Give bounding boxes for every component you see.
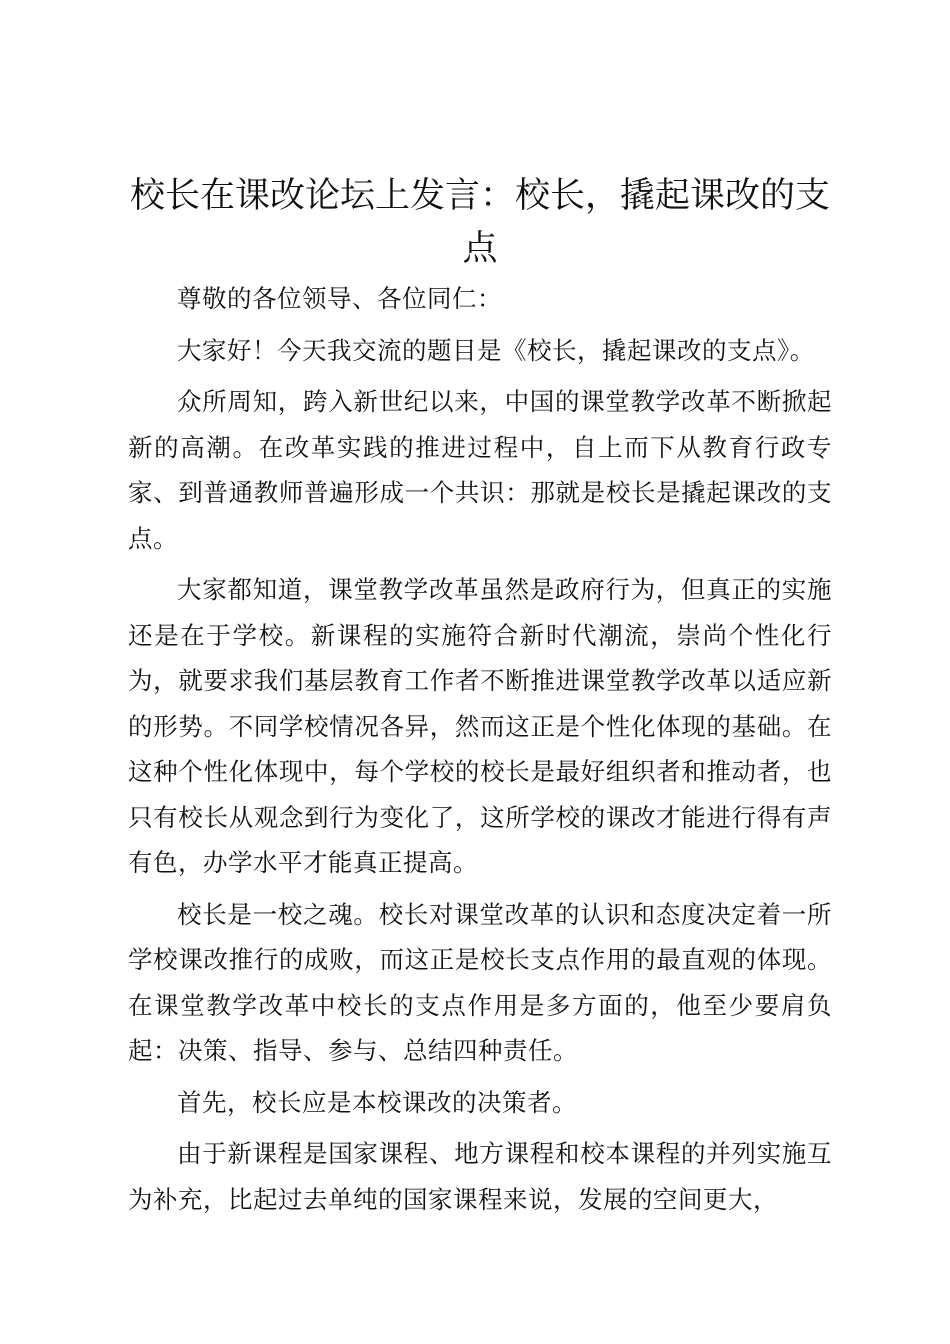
- paragraph-first-point: 首先，校长应是本校课改的决策者。: [177, 1087, 577, 1117]
- paragraph-background: 大家都知道，课堂教学改革虽然是政府行为，但真正的实施还是在于学校。新课程的实施符合新时代潮流，崇尚个性化行为，就要求我们基层教育工作者不断推进课堂教学改革以适应新的形势。不同学校情况各异，然而这正是个性化体现的基础。在这种个性化体现中，每个学校的校长是最好组织者和推动者，也只有校长从观念到行为变化了，这所学校的课改才能进行得有声有色，办学水平才能真正提高。: [128, 575, 832, 877]
- document-title: 校长在课改论坛上发言：校长，撬起课改的支点: [129, 176, 830, 269]
- paragraph-greeting: 大家好！今天我交流的题目是《校长，撬起课改的支点》。: [177, 335, 815, 365]
- paragraph-principal-role: 校长是一校之魂。校长对课堂改革的认识和态度决定着一所学校课改推行的成败，而这正是校长支点作用的最直观的体现。在课堂教学改革中校长的支点作用是多方面的，他至少要肩负起：决策、指导、参与、总结四种责任。: [128, 899, 832, 1065]
- document-body: [128, 276, 832, 1228]
- paragraph-salutation: 尊敬的各位领导、各位同仁：: [177, 284, 502, 313]
- paragraph-new-curriculum: 由于新课程是国家课程、地方课程和校本课程的并列实施互为补充，比起过去单纯的国家课程来说，发展的空间更大，: [128, 1139, 832, 1214]
- paragraph-intro: 众所周知，跨入新世纪以来，中国的课堂教学改革不断掀起新的高潮。在改革实践的推进过程中，自上而下从教育行政专家、到普通教师普遍形成一个共识：那就是校长是撬起课改的支点。: [128, 387, 832, 553]
